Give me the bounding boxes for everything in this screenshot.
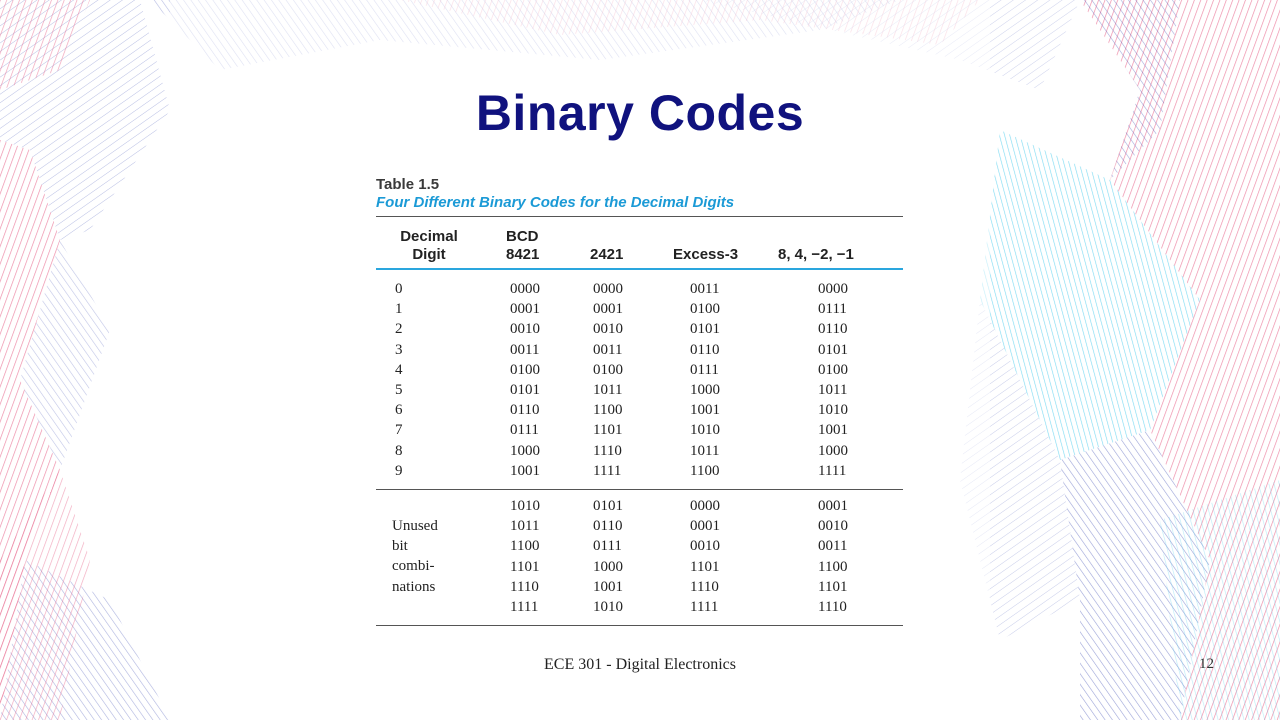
table-cell: 0011: [690, 281, 720, 297]
header-decimal-line2: Digit: [412, 246, 446, 263]
table-cell: 0101: [593, 498, 623, 514]
table-cell: 0100: [510, 361, 540, 378]
table-cell: 1110: [510, 578, 539, 595]
table-cell: 0010: [510, 321, 540, 338]
table-cell: 0111: [510, 422, 539, 439]
table-cell: 0: [395, 281, 403, 297]
table-cell: 1011: [818, 382, 848, 399]
table-cell: 6: [395, 402, 403, 419]
header-bcd-line1: BCD: [506, 228, 539, 245]
slide-number: 12: [1199, 656, 1214, 672]
table-cell: 1010: [818, 402, 848, 419]
table-cell: 2: [395, 321, 403, 338]
table-cell: 0000: [690, 498, 720, 514]
binary-codes-table: [366, 166, 914, 640]
slide-title: Binary Codes: [475, 85, 805, 141]
table-cell: 1010: [510, 498, 540, 514]
header-bcd: [506, 228, 539, 264]
unused-label-line: Unused: [392, 518, 438, 534]
table-caption: Four Different Binary Codes for the Decimal Digits: [376, 194, 735, 211]
table-cell: 1000: [818, 442, 848, 459]
table-cell: 0100: [690, 301, 720, 318]
table-cell: 0010: [818, 518, 848, 535]
header-bcd-line2: 8421: [506, 246, 540, 263]
header-decimal-digit: [394, 228, 464, 264]
table-cell: 7: [395, 422, 403, 439]
table-cell: 0000: [818, 281, 848, 297]
table-cell: 1111: [510, 599, 539, 616]
table-cell: 9: [395, 462, 403, 479]
table-cell: 0000: [510, 281, 540, 297]
unused-label-line: combi-: [392, 558, 435, 575]
table-bottom-rule: [376, 625, 903, 626]
table-cell: 1011: [510, 518, 540, 535]
table-cell: 1101: [593, 422, 623, 439]
unused-column-bcd: [510, 496, 540, 617]
table-cell: 0010: [690, 538, 720, 555]
unused-column-2421: [593, 496, 623, 617]
table-top-rule: [376, 216, 903, 217]
table-cell: 1100: [690, 462, 720, 479]
unused-bit-combinations-label: [392, 516, 438, 597]
table-cell: 0110: [593, 518, 623, 535]
table-mid-rule: [376, 489, 903, 490]
table-cell: 1101: [690, 558, 720, 575]
table-cell: 1011: [690, 442, 720, 459]
table-cell: 0001: [593, 301, 623, 318]
table-cell: 1001: [593, 578, 623, 595]
table-cell: 1110: [593, 442, 622, 459]
table-cell: 4: [395, 361, 403, 378]
table-cell: 0111: [690, 361, 719, 378]
table-cell: 0000: [593, 281, 623, 297]
table-cell: 1010: [690, 422, 720, 439]
column-excess-3: [690, 279, 720, 481]
table-cell: 1101: [510, 558, 540, 575]
column-2421: [593, 279, 623, 481]
column-8-4-neg2-neg1: [818, 279, 848, 481]
table-cell: 1111: [818, 462, 847, 479]
table-cell: 8: [395, 442, 403, 459]
table-number: Table 1.5: [376, 176, 440, 193]
table-cell: 0100: [593, 361, 623, 378]
table-cell: 1001: [818, 422, 848, 439]
table-cell: 1: [395, 301, 403, 318]
table-cell: 0101: [818, 341, 848, 358]
unused-label-line: bit: [392, 538, 408, 555]
table-cell: 0011: [818, 538, 848, 555]
table-cell: 1110: [818, 599, 847, 616]
table-cell: 0101: [510, 382, 540, 399]
table-cell: 5: [395, 382, 403, 399]
unused-column-excess-3: [690, 496, 720, 617]
column-decimal-digits: [395, 279, 403, 481]
column-bcd: [510, 279, 540, 481]
unused-column-8-4-neg2-neg1: [818, 496, 848, 617]
table-cell: 1001: [690, 402, 720, 419]
table-cell: 3: [395, 341, 403, 358]
table-cell: 1001: [510, 462, 540, 479]
table-cell: 1011: [593, 382, 623, 399]
table-header-rule: [376, 268, 903, 270]
table-cell: 0011: [593, 341, 623, 358]
table-cell: 0001: [510, 301, 540, 318]
slide-footer: ECE 301 - Digital Electronics: [544, 656, 736, 673]
table-cell: 1000: [510, 442, 540, 459]
table-cell: 0001: [690, 518, 720, 535]
table-cell: 1101: [818, 578, 848, 595]
header-2421: 2421: [590, 246, 624, 263]
table-cell: 0110: [510, 402, 540, 419]
table-cell: 0101: [690, 321, 720, 338]
table-cell: 1110: [690, 578, 719, 595]
header-8-4-neg2-neg1: 8, 4, −2, −1: [778, 246, 854, 263]
header-decimal-line1: Decimal: [400, 228, 458, 245]
table-cell: 1111: [690, 599, 719, 616]
table-cell: 0110: [818, 321, 848, 338]
table-cell: 1000: [593, 558, 623, 575]
table-cell: 0100: [818, 361, 848, 378]
table-cell: 1000: [690, 382, 720, 399]
table-cell: 0001: [818, 498, 848, 514]
table-cell: 0011: [510, 341, 540, 358]
table-cell: 1100: [818, 558, 848, 575]
table-cell: 0111: [593, 538, 622, 555]
table-cell: 1100: [510, 538, 540, 555]
table-cell: 1111: [593, 462, 622, 479]
table-cell: 0010: [593, 321, 623, 338]
table-cell: 1100: [593, 402, 623, 419]
header-excess-3: Excess-3: [673, 246, 739, 263]
table-cell: 0111: [818, 301, 847, 318]
table-cell: 0110: [690, 341, 720, 358]
unused-label-line: nations: [392, 578, 436, 595]
table-cell: 1010: [593, 599, 623, 616]
